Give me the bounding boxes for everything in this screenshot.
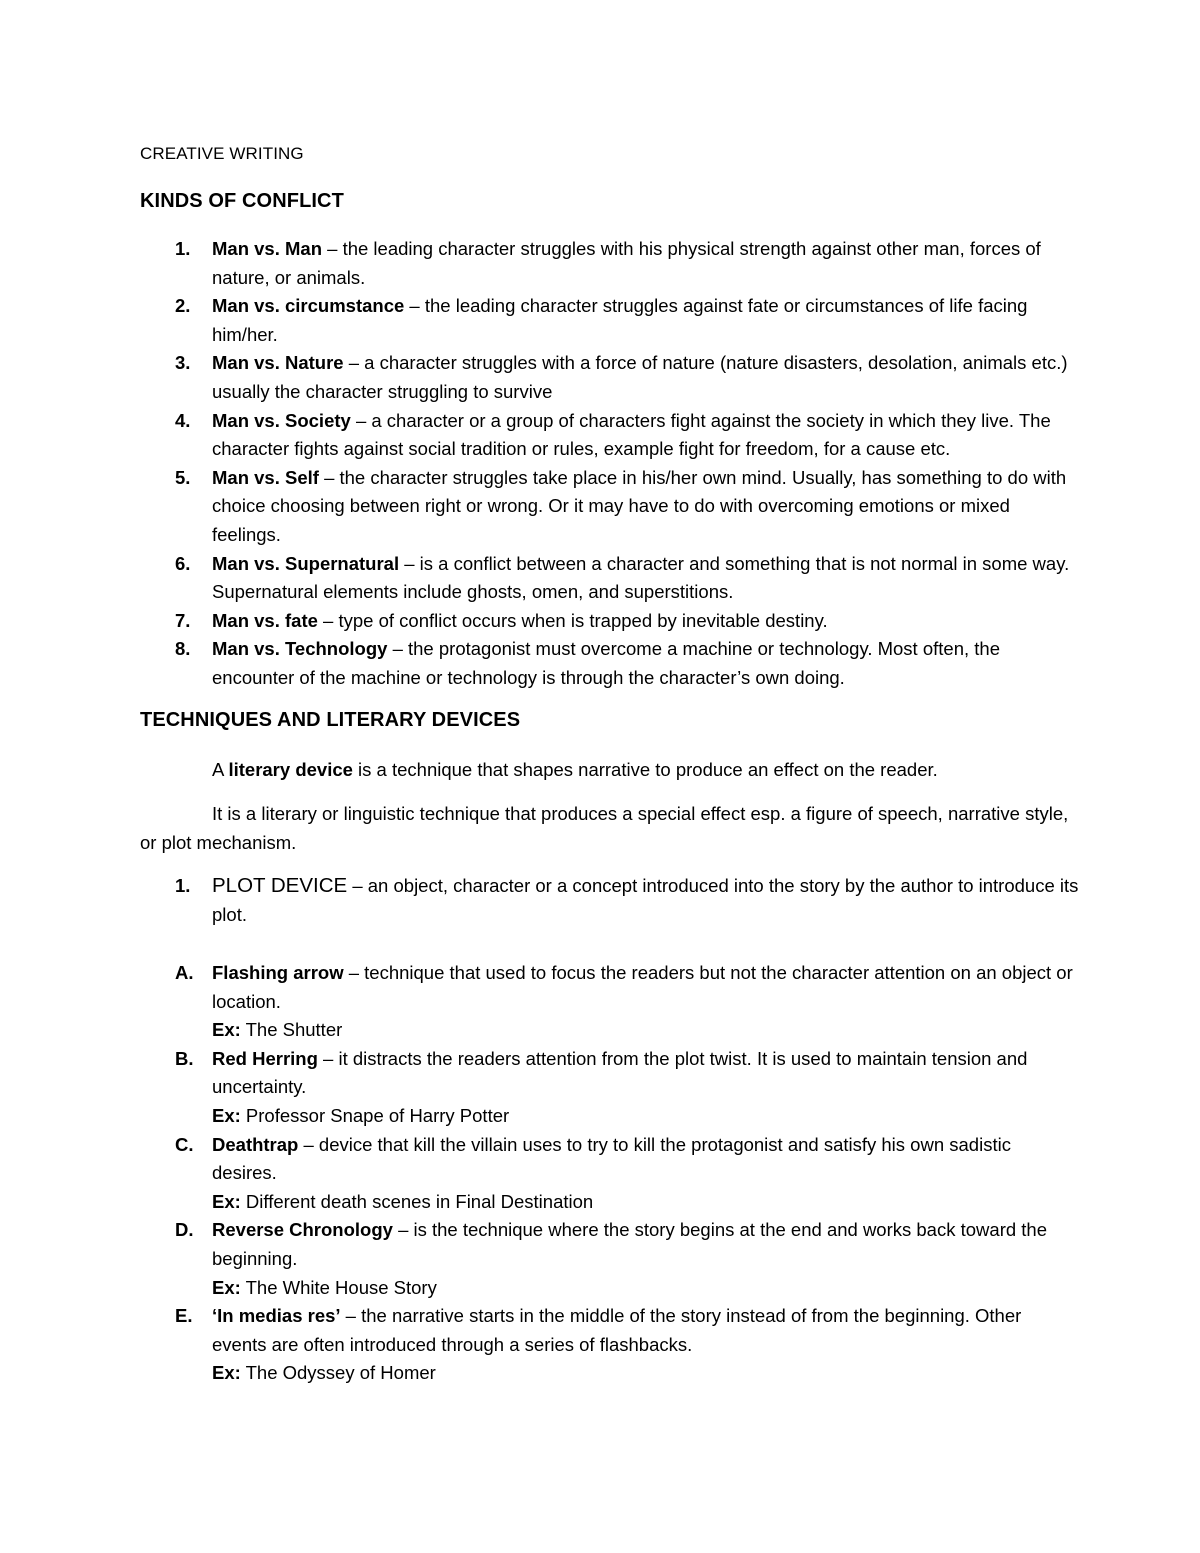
conflict-term: Man vs. Technology	[212, 638, 388, 660]
conflict-description: – a character or a group of characters fight against the society in which they live. The character fights against social tradition or rules, example fight for freedom, for a cause etc.	[212, 409, 1051, 460]
list-item	[140, 635, 1080, 692]
heading-techniques: TECHNIQUES AND LITERARY DEVICES	[140, 709, 521, 731]
example-label: Ex:	[212, 1276, 241, 1298]
literary-device-explanation: It is a literary or linguistic technique that produces a special effect esp. a figure of speech, narrative style, or plot mechanism.	[140, 803, 1069, 853]
list-letter: C.	[175, 1133, 194, 1155]
heading-kinds-of-conflict: KINDS OF CONFLICT	[140, 190, 344, 212]
device-term: Deathtrap	[212, 1133, 299, 1155]
list-letter: B.	[175, 1047, 194, 1069]
conflict-term: Man vs. Society	[212, 409, 351, 431]
example-text: Different death scenes in Final Destination	[240, 1190, 594, 1212]
device-description: – it distracts the readers attention from the plot twist. It is used to maintain tension and uncertainty.	[212, 1047, 1028, 1098]
list-number: 6.	[175, 552, 191, 574]
list-item	[140, 349, 1080, 406]
list-item	[140, 607, 1080, 636]
conflict-description: – is a conflict between a character and something that is not normal in some way. Supernatural elements include ghosts, omen, and superstitions.	[212, 552, 1070, 603]
conflict-term: Man vs. circumstance	[212, 295, 405, 317]
list-number: 3.	[175, 352, 191, 374]
list-letter: A.	[175, 962, 194, 983]
list-item	[140, 235, 1080, 292]
list-number: 2.	[175, 295, 191, 317]
example-label: Ex:	[212, 1190, 241, 1212]
list-letter: E.	[175, 1305, 193, 1327]
list-number: 1.	[175, 238, 191, 259]
conflict-description: – a character struggles with a force of nature (nature disasters, desolation, animals etc.) usually the character struggling to survive	[212, 352, 1068, 402]
conflict-description: – the protagonist must overcome a machine or technology. Most often, the encounter of the machine or technology is through the character’s own doing.	[212, 638, 1000, 688]
list-item	[140, 407, 1080, 464]
conflict-term: Man vs. Self	[212, 466, 319, 488]
example-text: The Shutter	[240, 1019, 343, 1041]
device-description: – the narrative starts in the middle of the story instead of from the beginning. Other events are often introduced through a series of flashbacks.	[212, 1305, 1022, 1355]
list-letter: D.	[175, 1219, 194, 1241]
device-term: ‘In medias res’	[212, 1305, 341, 1327]
definition-text: is a technique that shapes narrative to produce an effect on the reader.	[352, 759, 938, 780]
conflict-description: – the leading character struggles with his physical strength against other man, forces of nature, or animals.	[212, 238, 1041, 288]
plot-device-description: – an object, character or a concept introduced into the story by the author to introduce its plot.	[212, 875, 1079, 925]
device-list	[140, 959, 1080, 1388]
example-label: Ex:	[212, 1019, 241, 1041]
example-label: Ex:	[212, 1362, 241, 1384]
list-number: 1.	[175, 875, 191, 896]
list-item	[140, 292, 1080, 349]
document-title: CREATIVE WRITING	[140, 144, 304, 163]
list-item	[140, 959, 1080, 1045]
list-item	[140, 1045, 1080, 1131]
device-description: – device that kill the villain uses to try to kill the protagonist and satisfy his own sadistic desires.	[212, 1133, 1011, 1184]
example-text: Professor Snape of Harry Potter	[240, 1104, 510, 1126]
example-text: The White House Story	[240, 1276, 437, 1298]
device-description: – is the technique where the story begins at the end and works back toward the beginning.	[212, 1219, 1047, 1269]
definition-prefix: A	[212, 759, 229, 780]
list-number: 5.	[175, 466, 191, 488]
device-term: Flashing arrow	[212, 962, 344, 983]
conflict-term: Man vs. Nature	[212, 352, 344, 374]
conflict-description: – the leading character struggles against fate or circumstances of life facing him/her.	[212, 295, 1028, 345]
conflict-term: Man vs. Supernatural	[212, 552, 400, 574]
list-item	[140, 1216, 1080, 1302]
literary-device-definition	[140, 755, 1080, 784]
conflict-list	[140, 235, 1080, 693]
conflict-term: Man vs. Man	[212, 238, 322, 259]
example-text: The Odyssey of Homer	[240, 1362, 436, 1384]
list-item	[140, 464, 1080, 550]
list-number: 7.	[175, 609, 191, 631]
list-number: 8.	[175, 638, 191, 660]
device-term: Reverse Chronology	[212, 1219, 393, 1241]
plot-device-list	[140, 872, 1080, 929]
example-label: Ex:	[212, 1104, 241, 1126]
definition-term: literary device	[228, 759, 353, 780]
list-number: 4.	[175, 409, 191, 431]
list-item	[140, 1131, 1080, 1217]
device-description: – technique that used to focus the readers but not the character attention on an object or location.	[212, 962, 1073, 1012]
conflict-description: – type of conflict occurs when is trapped by inevitable destiny.	[317, 609, 828, 631]
list-item	[140, 872, 1080, 929]
conflict-term: Man vs. fate	[212, 609, 318, 631]
device-term: Red Herring	[212, 1047, 318, 1069]
list-item	[140, 550, 1080, 607]
conflict-description: – the character struggles take place in his/her own mind. Usually, has something to do with choice choosing between right or wrong. Or it may have to do with overcoming emotions or mixed feelings.	[212, 466, 1067, 545]
plot-device-term: PLOT DEVICE	[212, 874, 348, 897]
list-item	[140, 1302, 1080, 1388]
